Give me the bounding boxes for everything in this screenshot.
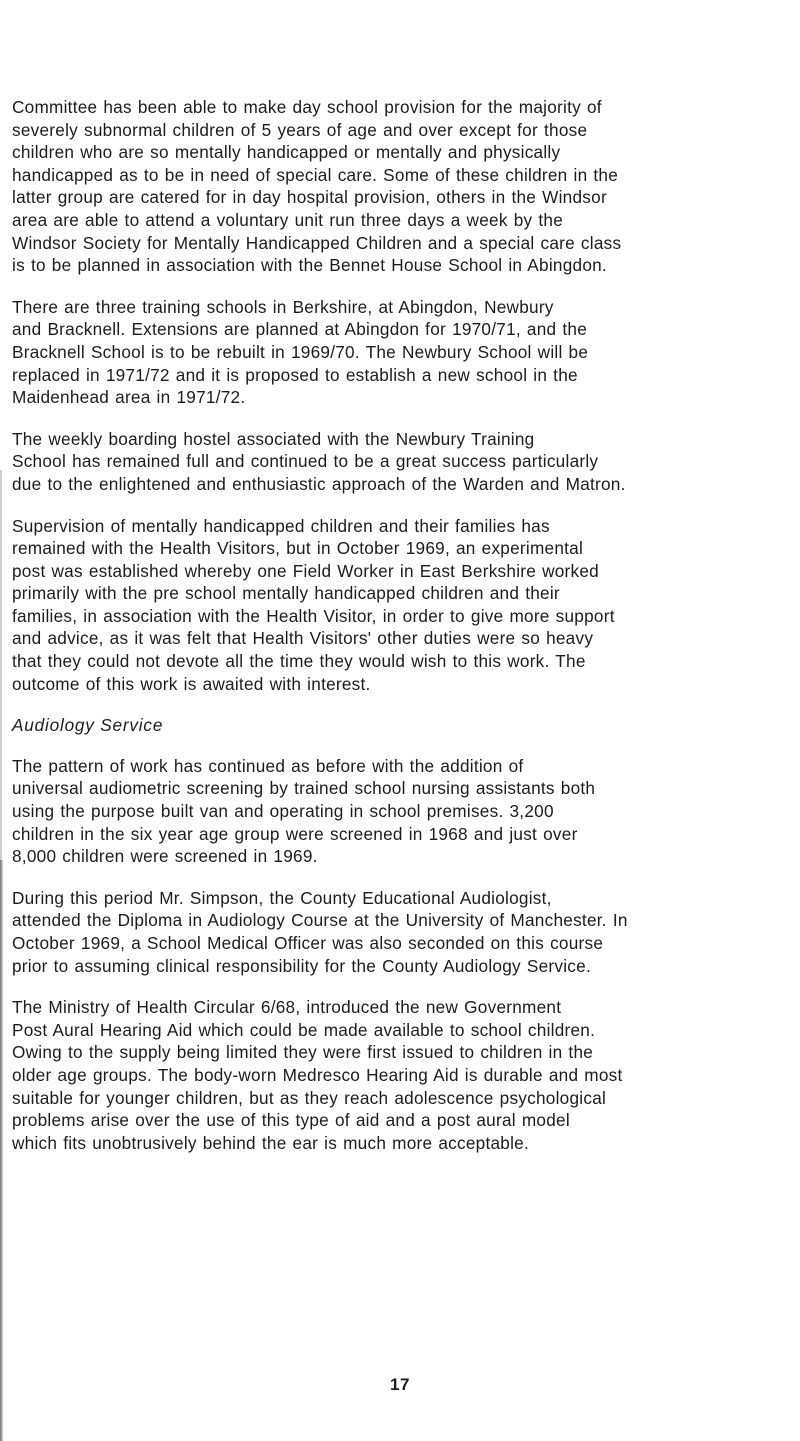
- scan-edge-shadow-upper: [0, 470, 2, 860]
- section-heading-audiology: Audiology Service: [12, 715, 164, 736]
- paragraph-supervision: Supervision of mentally handicapped children and their families has remained with the Health Visitors, but in October 1969, an experimental post was established whereby one Field Worker in East Berkshire worked primarily with the pre school mentally handicapped children and their families, in association with the Health Visitor, in order to give more support and advice, as it was felt that Health Visitors' other duties were so heavy that they could not devote all the time they would wish to this work. The outcome of this work is awaited with interest.: [12, 515, 615, 694]
- paragraph-hearing-aid: The Ministry of Health Circular 6/68, introduced the new Government Post Aural Hearing Aid which could be made available to school children. Owing to the supply being limited they were first issued to children in the older age groups. The body-worn Medresco Hearing Aid is durable and most suitable for younger children, but as they reach adolescence psychological problems arise over the use of this type of aid and a post aural model which fits unobtrusively behind the ear is much more acceptable.: [12, 997, 623, 1153]
- paragraph-special-care: Committee has been able to make day school provision for the majority of severely subnormal children of 5 years of age and over except for those children who are so mentally handicapped or mentally and physically handicapped as to be in need of special care. Some of these children in the latter group are catered for in day hospital provision, others in the Windsor area are able to attend a voluntary unit run three days a week by the Windsor Society for Mentally Handicapped Children and a special care class is to be planned in association with the Bennet House School in Abingdon.: [12, 97, 622, 276]
- paragraph-boarding-hostel: The weekly boarding hostel associated with the Newbury Training School has remained full and continued to be a great success particularly due to the enlightened and enthusiastic approach of the Warden and Matron.: [12, 428, 626, 494]
- paragraph-audiometric-screening: The pattern of work has continued as before with the addition of universal audiometric screening by trained school nursing assistants both using the purpose built van and operating in school premises. 3,200 children in the six year age group were screened in 1968 and just over 8,000 children were screened in 1969.: [12, 755, 596, 867]
- body-text: [12, 96, 792, 1173]
- scan-edge-shadow-lower: [0, 860, 3, 1441]
- page-number: 17: [390, 1375, 410, 1394]
- paragraph-training-schools: There are three training schools in Berkshire, at Abingdon, Newbury and Bracknell. Extensions are planned at Abingdon for 1970/71, and the Bracknell School is to be rebuilt in 1969/70. The Newbury School will be replaced in 1971/72 and it is proposed to establish a new school in the Maidenhead area in 1971/72.: [12, 296, 589, 408]
- paragraph-diploma-course: During this period Mr. Simpson, the County Educational Audiologist, attended the Diploma in Audiology Course at the University of Manchester. In October 1969, a School Medical Officer was also seconded on this course prior to assuming clinical responsibility for the County Audiology Service.: [12, 887, 628, 976]
